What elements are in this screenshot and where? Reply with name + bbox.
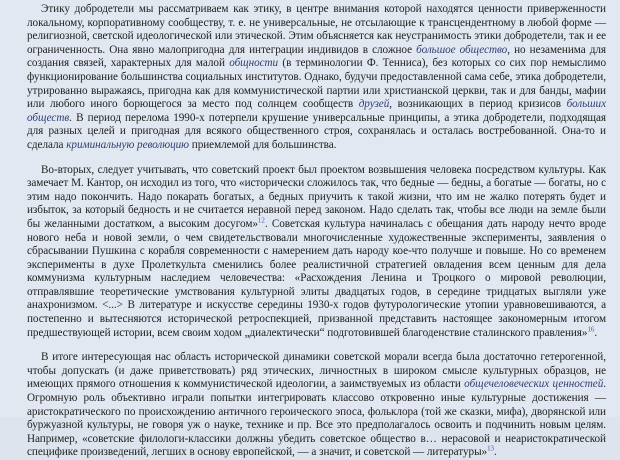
- emphasis-community: общности: [229, 57, 279, 70]
- text-run: , но незаменима для создания связей, характерных для малой: [27, 43, 607, 70]
- text-run: . Советская культура начиналась с обещания дать народу нечто вроде нового неба и новой земли, о чем свидетельствовали многочисленные художественные эксперименты, заявления о сбрасывании Пушкина с корабля современности с намерением дать народу кое-что получше и повыше. Но со временем эксперименты в духе Пролеткульта сменились более реалистичной стратегией овладения всем ценным для дела коммунизма культурным наследием человечества: «Расхождения Ленина и Троцкого о мировой революции, отправлявшие теоретические умствования культурной элиты двадцатых годов, в середине тридцатых выгляли уже анахронизмом. <...> В литературе и искусстве середины 1930-х годов футурологические утопии уравновешиваются, а постепенно и вытесняются исторической ретроспекцией, призванной представить настоящее закономерным итогом предшествующей истории, всем своим ходом „диалектически“ подготовившей благоденствие сталинского правления»: [27, 217, 606, 339]
- text-run: . Огромную роль объективно играли попытки интегрировать классово откровенно иные культурные достижения — аристократического по происхождению античного героического эпоса, фольклора (той же сказки, мифа), дворянской или буржуазной культуры, не говоря уж о науке, технике и пр. Все это предполагалось освоить и подчинить новым целям. Например, «советские филологи-классики должны убедить советское общество в… нерасовой и неаристократической специфике произведений, легших в основу европейской, — а значит, и советской — литературы»: [27, 378, 606, 459]
- text-run: Этику добродетели мы рассматриваем как этику, в центре внимания которой находятся ценности приверженности локальному, корпоративному сообществу, т. е. не универсальные, не отсылающие к трансцендентному в любой форме — религиозной, светской идеологической или этической. Этим объясняется как неустранимость этики добродетели, так и ее ограниченность. Она явно малопригодна для интеграции индивидов в сложное: [27, 3, 606, 56]
- text-run: В итоге интересующая нас область исторической динамики советской морали всегда была достаточно гетерогенной, чтобы допускать (и даже приветствовать) ряд этических, личностных в широком смысле культурных образцов, не имеющих прямого отношения к коммунистической идеологии, а заимствуемых из области: [27, 351, 606, 391]
- footnote-link[interactable]: 16: [587, 324, 595, 333]
- paragraph-virtue-ethics: [27, 3, 606, 153]
- emphasis-big-societies: больших обществ: [27, 98, 606, 124]
- text-run: (в терминологии Ф. Тенниса), без которых со сих пор немыслимо функционирование большинства социальных институтов. Однако, будучи предоставленной сама себе, этика добродетели, утрированно выражаясь, пригодна как для коммунистической партии или христианской церкви, так и для банды, мафии или любого иного борющегося за место под солнцем сообществ: [27, 57, 606, 111]
- paragraph-soviet-project: [27, 164, 606, 341]
- text-run: , возникающих в период кризисов: [389, 98, 567, 111]
- text-run: . В период перелома 1990-х потерпели крушение универсальные принципы, а этика добродетели, подходящая для разных целей и пригодная для всякого общественного строя, сохранялась и осталась востребованной. Она-то и сделала: [27, 111, 606, 151]
- emphasis-criminal-revolution: криминальную революцию: [66, 138, 190, 151]
- text-run: приемлемой для большинства.: [189, 138, 337, 151]
- footnote-link[interactable]: 12: [257, 216, 265, 225]
- emphasis-big-society: большое общество: [416, 43, 508, 56]
- text-run: .: [594, 326, 598, 339]
- text-run: .: [494, 446, 497, 459]
- emphasis-friends: друзей: [358, 98, 390, 111]
- paragraph-heterogeneous-morality: [27, 351, 606, 460]
- emphasis-universal-values: общечеловеческих ценностей: [464, 378, 604, 391]
- text-run: Во-вторых, следует учитывать, что советский проект был проектом возвышения человека посредством культуры. Как замечает М. Кантор, он исходил из того, что «исторически сложилось так, что бедные — бедны, а богатые — богаты, но с этим надо покончить. Надо покарать богатых, а бедных приучить к такой жизни, что им не жалко потерять будет и избыток, за который бедность и не считается неравной перед законом. Надо сделать так, чтобы все люди на земле были бы желанными достатком, а высоким досугом»: [27, 163, 606, 230]
- footnote-link[interactable]: 13: [487, 444, 494, 453]
